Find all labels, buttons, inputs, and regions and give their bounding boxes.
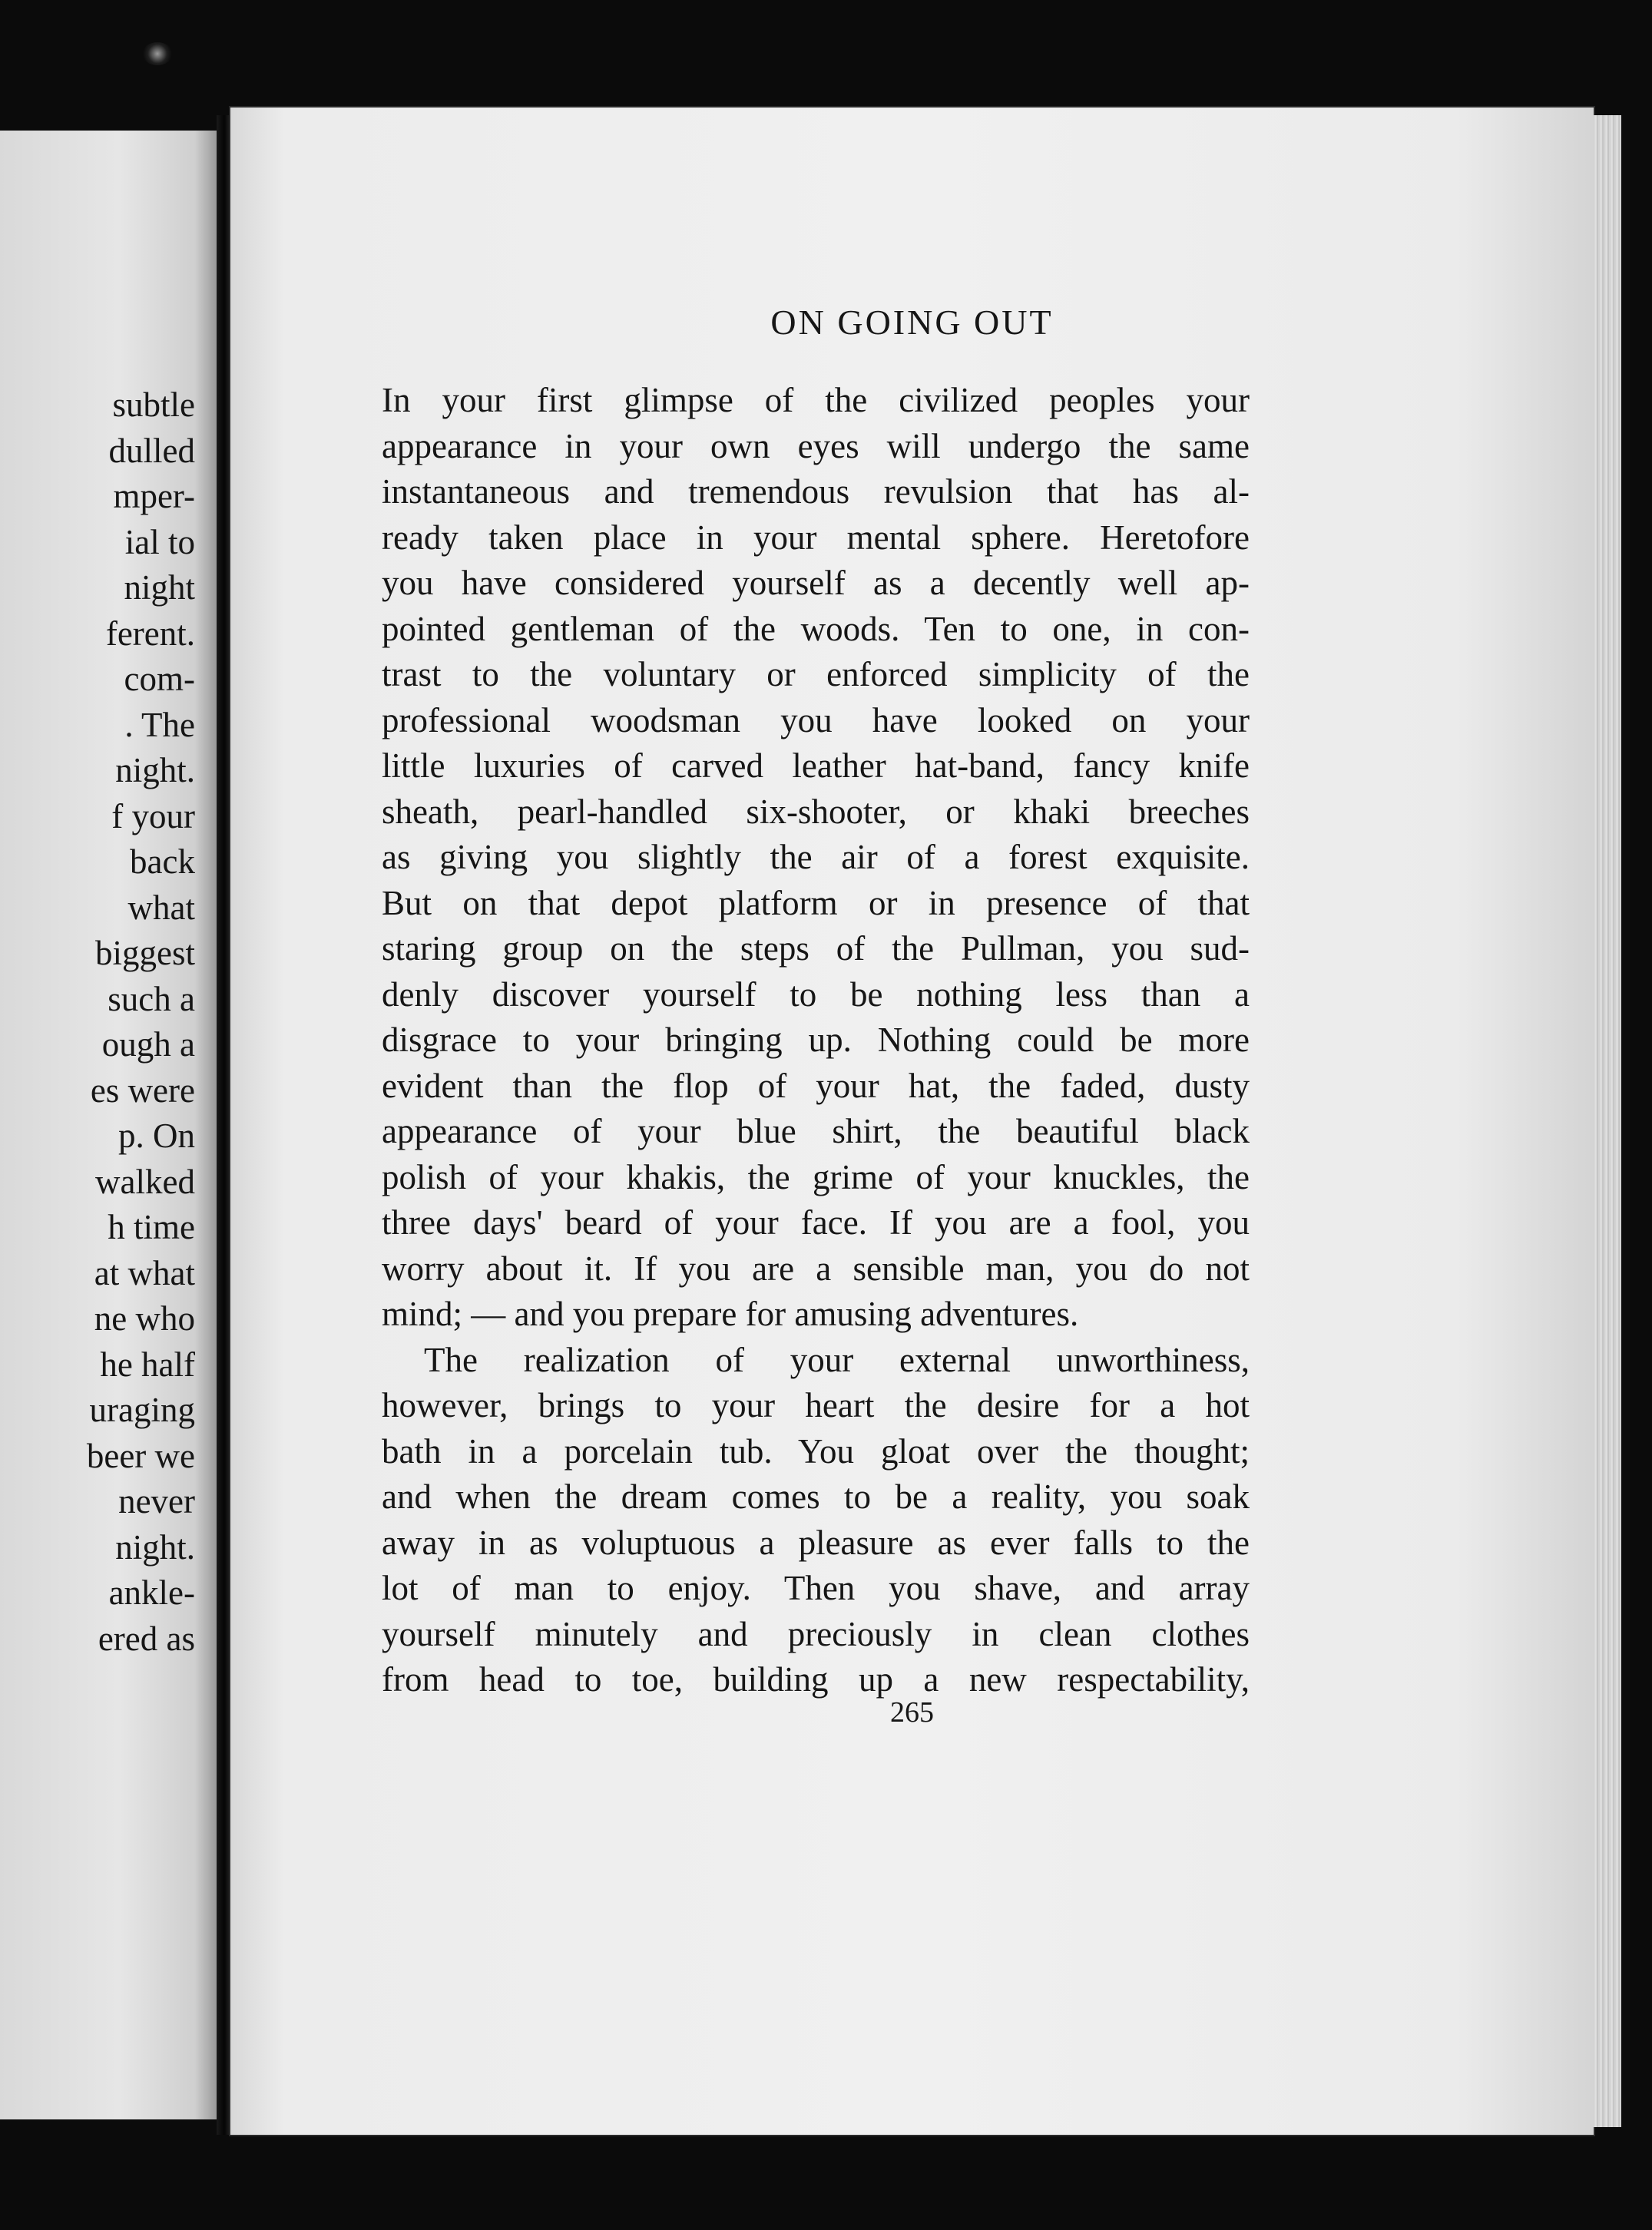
text-line: from head to toe, building up a new respectability, <box>382 1660 1250 1699</box>
previous-page-line: back <box>130 842 195 881</box>
text-line: and when the dream comes to be a reality, you soak <box>382 1477 1250 1516</box>
paragraph-2 <box>382 1338 1250 1703</box>
previous-page-line: es were <box>90 1070 195 1110</box>
previous-page-line: uraging <box>89 1391 195 1429</box>
text-line: In your first glimpse of the civilized peoples your <box>382 381 1250 419</box>
text-line: bath in a porcelain tub. You gloat over the thought; <box>382 1431 1250 1471</box>
text-line: appearance of your blue shirt, the beautiful black <box>382 1112 1250 1150</box>
previous-page <box>0 131 217 2119</box>
previous-page-line: ferent. <box>105 614 195 653</box>
text-line: polish of your khakis, the grime of your knuckles, the <box>382 1157 1250 1196</box>
previous-page-line: never <box>118 1482 195 1520</box>
previous-page-line: night. <box>115 1527 195 1567</box>
text-line: worry about it. If you are a sensible man, you do not <box>382 1249 1250 1288</box>
previous-page-line: p. On <box>118 1117 195 1155</box>
text-line: But on that depot platform or in presence of that <box>382 883 1250 922</box>
previous-page-line: com- <box>124 660 195 698</box>
previous-page-line: subtle <box>112 385 195 424</box>
chapter-title: ON GOING OUT <box>770 303 1054 342</box>
text-line: staring group on the steps of the Pullman, you sud- <box>382 929 1250 968</box>
previous-page-line: f your <box>111 796 195 835</box>
page-edges <box>1594 115 1621 2127</box>
previous-page-line: night. <box>115 751 195 789</box>
text-line: lot of man to enjoy. Then you shave, and array <box>382 1569 1250 1607</box>
text-line: yourself minutely and preciously in clean clothes <box>382 1614 1250 1653</box>
page-number: 265 <box>890 1696 934 1729</box>
text-line: professional woodsman you have looked on your <box>382 700 1250 739</box>
text-line: you have considered yourself as a decently well ap- <box>382 564 1250 602</box>
previous-page-text <box>87 382 195 1662</box>
text-line: The realization of your external unworthiness, <box>424 1340 1250 1379</box>
previous-page-line: ankle- <box>108 1573 195 1612</box>
text-line: little luxuries of carved leather hat-band, fancy knife <box>382 746 1250 785</box>
previous-page-line: ial to <box>124 522 195 561</box>
text-line: pointed gentleman of the woods. Ten to one, in con- <box>382 609 1250 648</box>
text-line: ready taken place in your mental sphere. Heretofore <box>382 518 1250 557</box>
previous-page-line: ne who <box>94 1299 195 1338</box>
previous-page-line: he half <box>100 1345 195 1384</box>
text-line: evident than the flop of your hat, the faded, dusty <box>382 1066 1250 1105</box>
previous-page-line: biggest <box>95 934 195 972</box>
page-body <box>382 378 1250 1703</box>
previous-page-line: . The <box>124 705 195 744</box>
previous-page-line: ough a <box>101 1025 195 1064</box>
light-glare <box>142 42 173 65</box>
text-line: trast to the voluntary or enforced simplicity of the <box>382 655 1250 693</box>
text-line: however, brings to your heart the desire for a hot <box>382 1386 1250 1424</box>
previous-page-line: night <box>124 568 195 607</box>
text-line: away in as voluptuous a pleasure as ever falls to the <box>382 1523 1250 1562</box>
previous-page-line: what <box>127 888 195 927</box>
text-line: three days' beard of your face. If you are a fool, you <box>382 1203 1250 1242</box>
text-line: instantaneous and tremendous revulsion that has al- <box>382 472 1250 511</box>
text-line: disgrace to your bringing up. Nothing could be more <box>382 1021 1250 1059</box>
previous-page-line: mper- <box>113 477 195 515</box>
text-line: denly discover yourself to be nothing less than a <box>382 974 1250 1014</box>
previous-page-line: walked <box>95 1162 195 1201</box>
previous-page-line: dulled <box>108 431 195 470</box>
previous-page-line: at what <box>94 1253 195 1292</box>
book-gutter <box>217 115 232 2135</box>
paragraph-1 <box>382 378 1250 1338</box>
previous-page-line: beer we <box>86 1436 195 1475</box>
text-line: as giving you slightly the air of a forest exquisite. <box>382 838 1250 876</box>
text-line: mind; — and you prepare for amusing adventures. <box>382 1295 1079 1333</box>
text-line: appearance in your own eyes will undergo the same <box>382 426 1250 465</box>
text-line: sheath, pearl-handled six-shooter, or khaki breeches <box>382 792 1250 831</box>
previous-page-line: h time <box>108 1208 195 1246</box>
previous-page-line: ered as <box>98 1619 195 1658</box>
previous-page-line: such a <box>108 979 195 1018</box>
